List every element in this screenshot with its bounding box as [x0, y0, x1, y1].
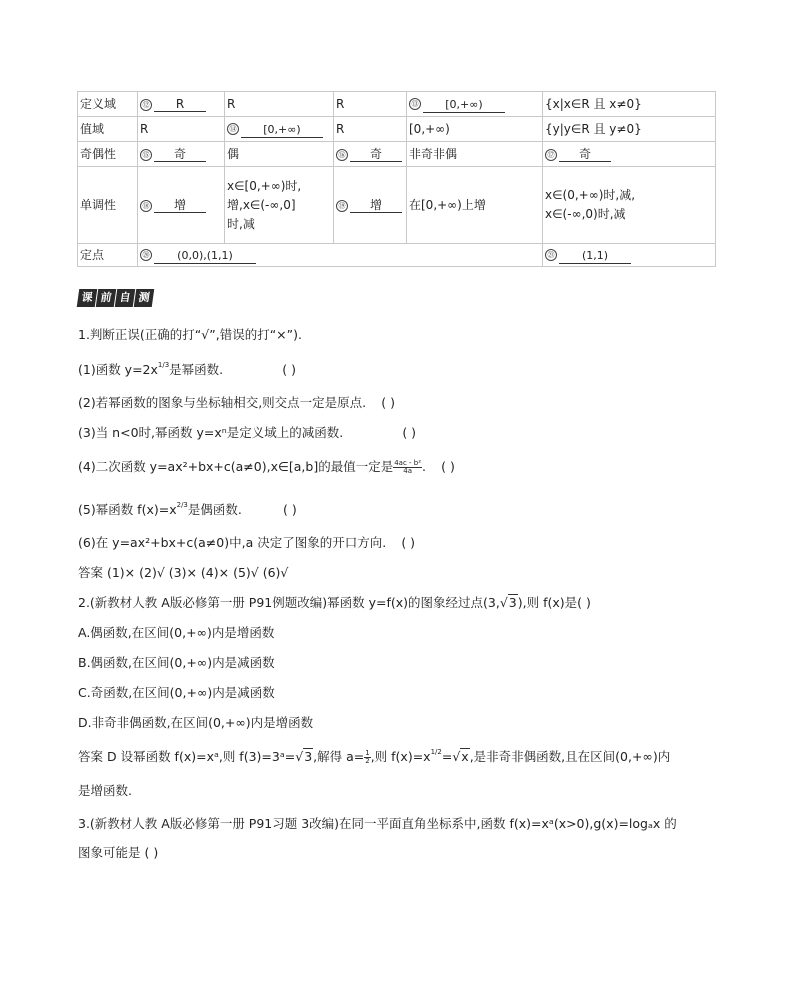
cell-line: x∈(0,+∞)时,减, [545, 188, 636, 202]
cell-line: x∈[0,+∞)时, [227, 178, 302, 193]
fill-blank: [0,+∞) [241, 123, 323, 138]
table-cell: {x|x∈R 且 x≠0} [543, 92, 716, 117]
statement-text: 是偶函数. [187, 502, 242, 517]
table-cell [138, 244, 543, 267]
answer-text: ,解得 a= [313, 749, 365, 764]
statement-text: (5)幂函数 f(x)=x [78, 502, 177, 517]
fill-blank: 增 [350, 198, 402, 213]
statement-text: (2)若幂函数的图象与坐标轴相交,则交点一定是原点. [78, 395, 367, 410]
q1-statement-2 [78, 393, 410, 411]
statement-text: (6)在 y=ax²+bx+c(a≠0)中,a 决定了图象的开口方向. [78, 535, 387, 550]
circled-number: ⑫ [140, 99, 152, 111]
option-b: B.偶函数,在区间(0,+∞)内是减函数 [78, 655, 275, 670]
table-cell [225, 167, 334, 244]
q2-answer: 答案 D 设幂函数 f(x)=xᵃ,则 f(3)=3ᵃ=√3,解得 a= $\frac{1}{2}$ ,则 $f(x)=x^{1/2}=√x$,是非奇非偶函数,且在区间(0,+∞)内 [78, 748, 671, 765]
row-label: 值域 [78, 117, 138, 142]
answer-paren: ( ) [441, 459, 455, 474]
tag-char: 课 [77, 289, 98, 307]
q1-statement-3 [78, 423, 431, 441]
fill-blank: (1,1) [559, 249, 631, 264]
fill-blank: 奇 [350, 147, 402, 162]
cell-line: x∈(-∞,0)时,减 [545, 207, 626, 221]
fill-blank: 奇 [154, 147, 206, 162]
table-cell [138, 92, 225, 117]
cell-line: 时,减 [227, 216, 255, 231]
table-cell [334, 142, 407, 167]
q1-statement-4: (4)二次函数 y=ax²+bx+c(a≠0),x∈[a,b]的最值一定是 $\frac{\text{4ac - b²}}{4a}$ . ( ) [78, 457, 470, 475]
question-3-stem: 3.(新教材人教 A版必修第一册 P91习题 3改编)在同一平面直角坐标系中,函数 f(x)=xᵃ(x>0),g(x)=logₐx 的 [78, 816, 677, 831]
circled-number: ⑳ [140, 249, 152, 261]
q2-answer-line-2: 是增函数. [78, 783, 132, 798]
sqrt-radicand: 3 [508, 595, 517, 610]
option-a: A.偶函数,在区间(0,+∞)内是增函数 [78, 625, 275, 640]
table-cell [543, 142, 716, 167]
table-cell: R [334, 92, 407, 117]
question-2-stem: 2.(新教材人教 A版必修第一册 P91例题改编)幂函数 y=f(x)的图象经过点(3,√3),则 f(x)是( ) [78, 595, 591, 610]
table-cell: 非奇非偶 [407, 142, 543, 167]
q1-statement-6 [78, 533, 430, 551]
fill-blank: 增 [154, 198, 206, 213]
statement-text: (3)当 n<0时,幂函数 y=xⁿ是定义域上的减函数. [78, 425, 344, 440]
exponent: 1/2 [430, 748, 442, 756]
answer-text: 答案 D 设幂函数 f(x)=xᵃ,则 f(3)=3ᵃ= [78, 749, 296, 764]
tag-char: 前 [96, 289, 117, 307]
circled-number: ㉑ [545, 249, 557, 261]
fraction: $\frac{\text{4ac - b²}}{4a}$ [394, 459, 422, 475]
statement-text: (1)函数 y=2x [78, 362, 158, 377]
fill-blank: (0,0),(1,1) [154, 249, 256, 264]
question-3-stem-line-2: 图象可能是 ( ) [78, 845, 159, 860]
sqrt-radicand: x [461, 749, 469, 764]
table-cell: [0,+∞) [407, 117, 543, 142]
table-row-monotonicity [78, 167, 716, 244]
circled-number: ⑭ [227, 123, 239, 135]
sqrt-radicand: 3 [304, 749, 313, 764]
table-cell [225, 117, 334, 142]
fill-blank: R [154, 97, 206, 112]
circled-number: ⑱ [140, 200, 152, 212]
fill-blank: [0,+∞) [423, 98, 505, 113]
answer-paren: ( ) [402, 425, 417, 440]
table-row-fixed-point [78, 244, 716, 267]
answer-paren: ( ) [282, 502, 297, 517]
table-cell [407, 92, 543, 117]
section-tag [78, 289, 154, 307]
table-cell: 在[0,+∞)上增 [407, 167, 543, 244]
answer-paren: ( ) [401, 535, 416, 550]
table-cell [334, 167, 407, 244]
table-cell [138, 142, 225, 167]
option-d: D.非奇非偶函数,在区间(0,+∞)内是增函数 [78, 715, 314, 730]
statement-text: (4)二次函数 y=ax²+bx+c(a≠0),x∈[a,b]的最值一定是 [78, 459, 394, 474]
stem-text: 2.(新教材人教 A版必修第一册 P91例题改编)幂函数 y=f(x)的图象经过点(3, [78, 595, 500, 610]
fill-blank: 奇 [559, 147, 611, 162]
circled-number: ⑰ [545, 149, 557, 161]
exponent: 2/3 [176, 501, 188, 509]
question-1-stem: 1.判断正误(正确的打“√”,错误的打“×”). [78, 327, 302, 342]
table-cell: {y|y∈R 且 y≠0} [543, 117, 716, 142]
tag-char: 测 [134, 289, 155, 307]
table-cell [543, 244, 716, 267]
table-cell: 偶 [225, 142, 334, 167]
circled-number: ⑮ [140, 149, 152, 161]
table-cell: R [334, 117, 407, 142]
statement-text: 是幂函数. [169, 362, 224, 377]
circled-number: ⑲ [336, 200, 348, 212]
cell-line: 增,x∈(-∞,0] [227, 197, 296, 212]
answer-text: = [441, 749, 453, 764]
table-cell [543, 167, 716, 244]
row-label: 单调性 [78, 167, 138, 244]
answer-text: ,是非奇非偶函数,且在区间(0,+∞)内 [469, 749, 671, 764]
fraction: $\frac{1}{2}$ [365, 749, 370, 765]
q1-statement-5 [78, 500, 312, 518]
row-label: 定点 [78, 244, 138, 267]
table-row-domain [78, 92, 716, 117]
stem-text: ),则 f(x)是( ) [517, 595, 591, 610]
circled-number: ⑬ [409, 98, 421, 110]
table-cell: R [225, 92, 334, 117]
power-function-properties-table [77, 91, 716, 267]
table-cell: R [138, 117, 225, 142]
exponent: 1/3 [157, 361, 170, 369]
answer-paren: ( ) [282, 362, 296, 377]
q1-statement-1 [78, 360, 311, 378]
option-c: C.奇函数,在区间(0,+∞)内是减函数 [78, 685, 275, 700]
table-row-parity [78, 142, 716, 167]
table-row-range [78, 117, 716, 142]
answer-text: ,则 f(x)=x [370, 749, 431, 764]
table-cell [138, 167, 225, 244]
q1-answer: 答案 (1)× (2)√ (3)× (4)× (5)√ (6)√ [78, 565, 289, 580]
circled-number: ⑯ [336, 149, 348, 161]
answer-paren: ( ) [381, 395, 396, 410]
tag-char: 自 [115, 289, 136, 307]
row-label: 奇偶性 [78, 142, 138, 167]
row-label: 定义域 [78, 92, 138, 117]
